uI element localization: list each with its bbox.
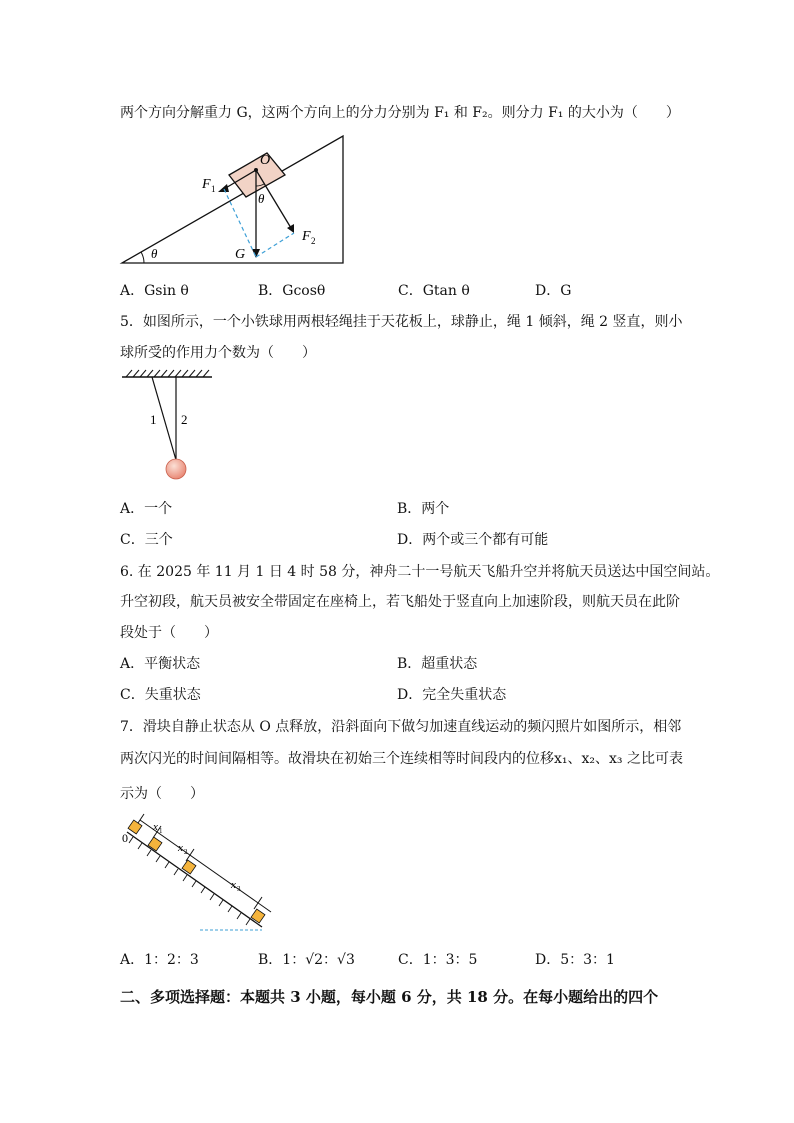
label-x1-sub: 1 (159, 827, 163, 835)
label-o: O (260, 153, 271, 168)
q5-option-c[interactable]: C．三个 (120, 532, 173, 548)
label-theta-top: θ (258, 191, 265, 206)
label-x1: x (153, 821, 158, 833)
slider-pos-0 (128, 820, 142, 834)
q4-stem: 两个方向分解重力 G，这两个方向上的分力分别为 F₁ 和 F₂。则分力 F₁ 的大小为（ ） (120, 105, 680, 121)
label-g: G (235, 247, 246, 262)
q6-option-d[interactable]: D．完全失重状态 (397, 687, 507, 703)
label-f2: F (302, 229, 311, 244)
section2-heading: 二、多项选择题：本题共 3 小题，每小题 6 分，共 18 分。在每小题给出的四个 (120, 988, 659, 1006)
q4-option-d[interactable]: D．G (535, 283, 572, 299)
q7-option-d[interactable]: D．5：3：1 (535, 952, 615, 968)
label-origin: 0 (122, 831, 128, 845)
incline-surface (127, 832, 262, 927)
label-rope-1: 1 (150, 412, 157, 427)
label-f2-sub: 2 (311, 236, 316, 246)
label-x2-sub: 2 (184, 848, 188, 856)
q5-option-b[interactable]: B．两个 (397, 501, 450, 517)
q7-option-c[interactable]: C．1：3：5 (398, 952, 478, 968)
q5-option-d[interactable]: D．两个或三个都有可能 (397, 532, 549, 548)
label-x2: x (178, 842, 183, 854)
label-f1: F (202, 177, 211, 192)
label-rope-2: 2 (181, 412, 188, 427)
q6-stem-line3: 段处于（ ） (120, 625, 218, 641)
q7-stem-line1: 7．滑块自静止状态从 O 点释放，沿斜面向下做匀加速直线运动的频闪照片如图所示，相邻 (120, 719, 682, 735)
q4-option-a[interactable]: A．Gsin θ (120, 283, 189, 299)
q6-option-a[interactable]: A．平衡状态 (120, 656, 201, 672)
q7-option-a[interactable]: A．1：2：3 (120, 952, 199, 968)
q4-option-b[interactable]: B．Gcosθ (258, 283, 326, 299)
q6-stem-line2: 升空初段，航天员被安全带固定在座椅上，若飞船处于竖直向上加速阶段，则航天员在此阶 (120, 594, 680, 610)
label-x3-sub: 3 (237, 885, 241, 893)
q5-option-a[interactable]: A．一个 (120, 501, 173, 517)
q6-option-c[interactable]: C．失重状态 (120, 687, 201, 703)
q6-stem-line1: 6. 在 2025 年 11 月 1 日 4 时 58 分，神舟二十一号航天飞船升空并将航天员送达中国空间站。 (120, 564, 720, 580)
label-theta-base: θ (151, 246, 158, 261)
label-f1-sub: 1 (211, 184, 216, 194)
q7-option-b[interactable]: B．1：√2：√3 (258, 952, 355, 968)
q5-stem-line1: 5．如图所示，一个小铁球用两根轻绳挂于天花板上，球静止，绳 1 倾斜，绳 2 竖直，则小 (120, 314, 683, 330)
q5-stem-line2: 球所受的作用力个数为（ ） (120, 345, 316, 361)
q7-stem-line3: 示为（ ） (120, 786, 204, 802)
q4-option-c[interactable]: C．Gtan θ (398, 283, 470, 299)
q6-option-b[interactable]: B．超重状态 (397, 656, 478, 672)
q7-stem-line2: 两次闪光的时间间隔相等。故滑块在初始三个连续相等时间段内的位移x₁、x₂、x₃ 之比可表 (120, 751, 683, 767)
label-x3: x (231, 879, 236, 891)
